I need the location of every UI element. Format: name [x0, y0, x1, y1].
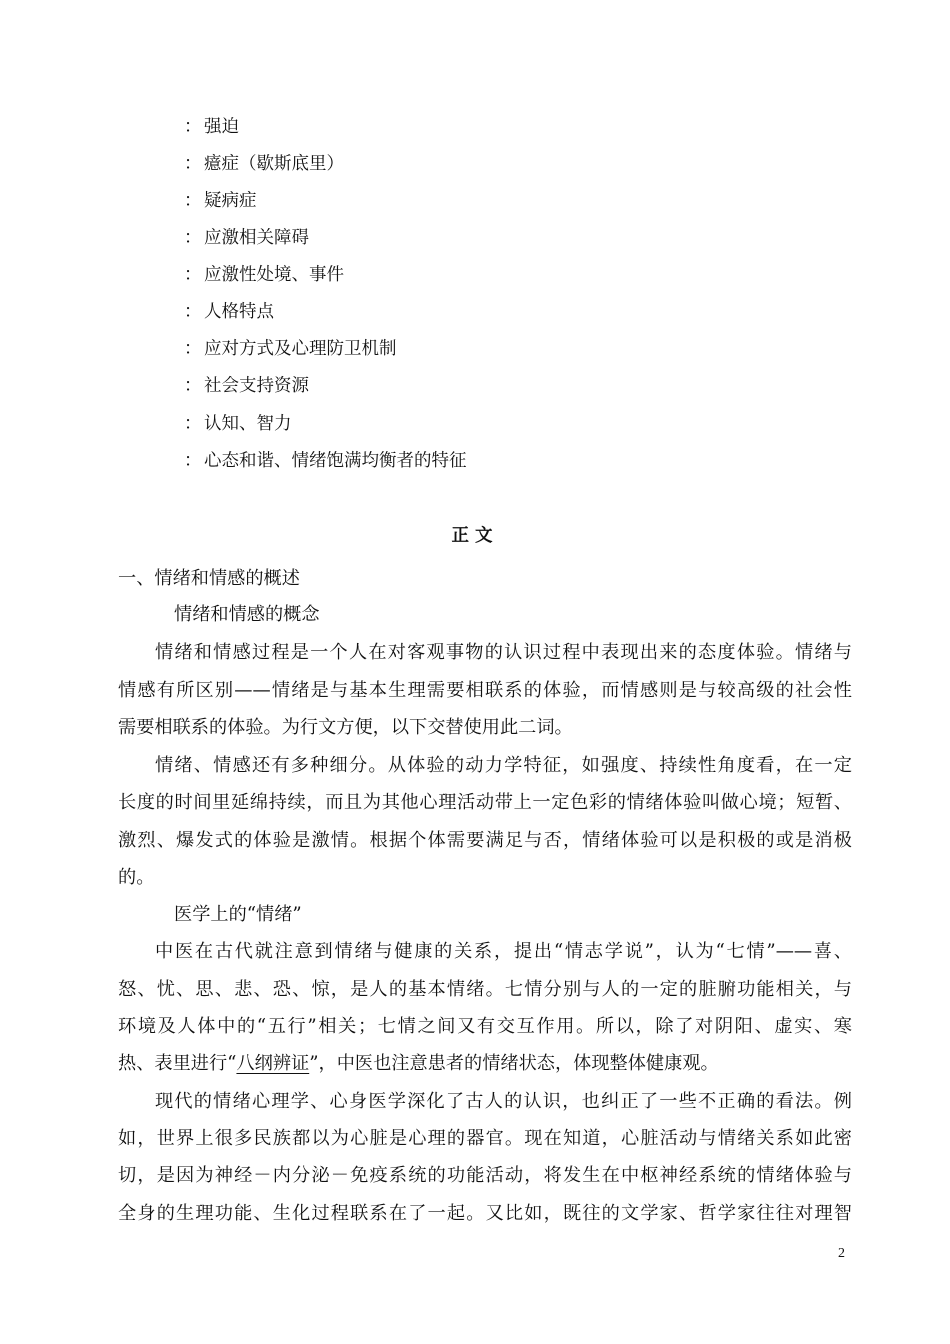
list-item: ： 癔症（歇斯底里）	[184, 149, 344, 179]
text-line: 情感有所区别——情绪是与基本生理需要相联系的体验，而情感则是与较高级的社会性	[118, 680, 852, 701]
list-prefix: ：	[184, 414, 202, 434]
list-item: ： 人格特点	[184, 297, 274, 327]
list-item: ： 疑病症	[184, 186, 257, 216]
text-line: 长度的时间里延绵持续，而且为其他心理活动带上一定色彩的情绪体验叫做心境；短暂、	[118, 792, 852, 813]
underlined-term: 八纲辨证	[236, 1053, 310, 1074]
list-prefix: ：	[184, 117, 202, 137]
list-prefix: ：	[184, 302, 202, 322]
text-line: 环境及人体中的“五行”相关；七情之间又有交互作用。所以，除了对阴阳、虚实、寒	[118, 1016, 852, 1037]
list-item: ： 强迫	[184, 112, 239, 142]
text-line: 切，是因为神经－内分泌－免疫系统的功能活动，将发生在中枢神经系统的情绪体验与	[118, 1165, 852, 1186]
text-line: 情绪和情感过程是一个人在对客观事物的认识过程中表现出来的态度体验。情绪与	[155, 642, 852, 663]
list-item: ： 心态和谐、情绪饱满均衡者的特征	[184, 446, 467, 476]
text-line: 中医在古代就注意到情绪与健康的关系，提出“情志学说”，认为“七情”——喜、	[155, 941, 852, 962]
text-line: 如，世界上很多民族都以为心脏是心理的器官。现在知道，心脏活动与情绪关系如此密	[118, 1128, 852, 1149]
main-heading: 正文	[451, 526, 499, 546]
text-line: 的。	[118, 867, 155, 888]
section-title: 一、情绪和情感的概述	[118, 568, 300, 589]
list-item: ： 认知、智力	[184, 409, 292, 439]
text-line: 全身的生理功能、生化过程联系在了一起。又比如，既往的文学家、哲学家往往对理智	[118, 1203, 852, 1224]
list-prefix: ：	[184, 228, 202, 248]
page-number: 2	[838, 1246, 845, 1261]
list-item: ： 应激相关障碍	[184, 223, 309, 253]
list-prefix: ：	[184, 265, 202, 285]
list-item: ： 社会支持资源	[184, 371, 309, 401]
text-line: 热、表里进行“八纲辨证”，中医也注意患者的情绪状态，体现整体健康观。	[118, 1053, 719, 1074]
text-line: 需要相联系的体验。为行文方便，以下交替使用此二词。	[118, 717, 573, 738]
list-prefix: ：	[184, 191, 202, 211]
list-item: ： 应激性处境、事件	[184, 260, 344, 290]
list-prefix: ：	[184, 376, 202, 396]
subsection-title: 情绪和情感的概念	[174, 604, 320, 625]
list-prefix: ：	[184, 451, 202, 471]
list-prefix: ：	[184, 154, 202, 174]
text-line: 情绪、情感还有多种细分。从体验的动力学特征，如强度、持续性角度看，在一定	[155, 755, 852, 776]
list-prefix: ：	[184, 339, 202, 359]
text-line: 激烈、爆发式的体验是激情。根据个体需要满足与否，情绪体验可以是积极的或是消极	[118, 830, 852, 851]
subsection-title: 医学上的“情绪”	[174, 904, 302, 925]
list-item: ： 应对方式及心理防卫机制	[184, 334, 397, 364]
text-line: 怒、忧、思、悲、恐、惊，是人的基本情绪。七情分别与人的一定的脏腑功能相关，与	[118, 979, 852, 1000]
text-line: 现代的情绪心理学、心身医学深化了古人的认识，也纠正了一些不正确的看法。例	[155, 1091, 852, 1112]
